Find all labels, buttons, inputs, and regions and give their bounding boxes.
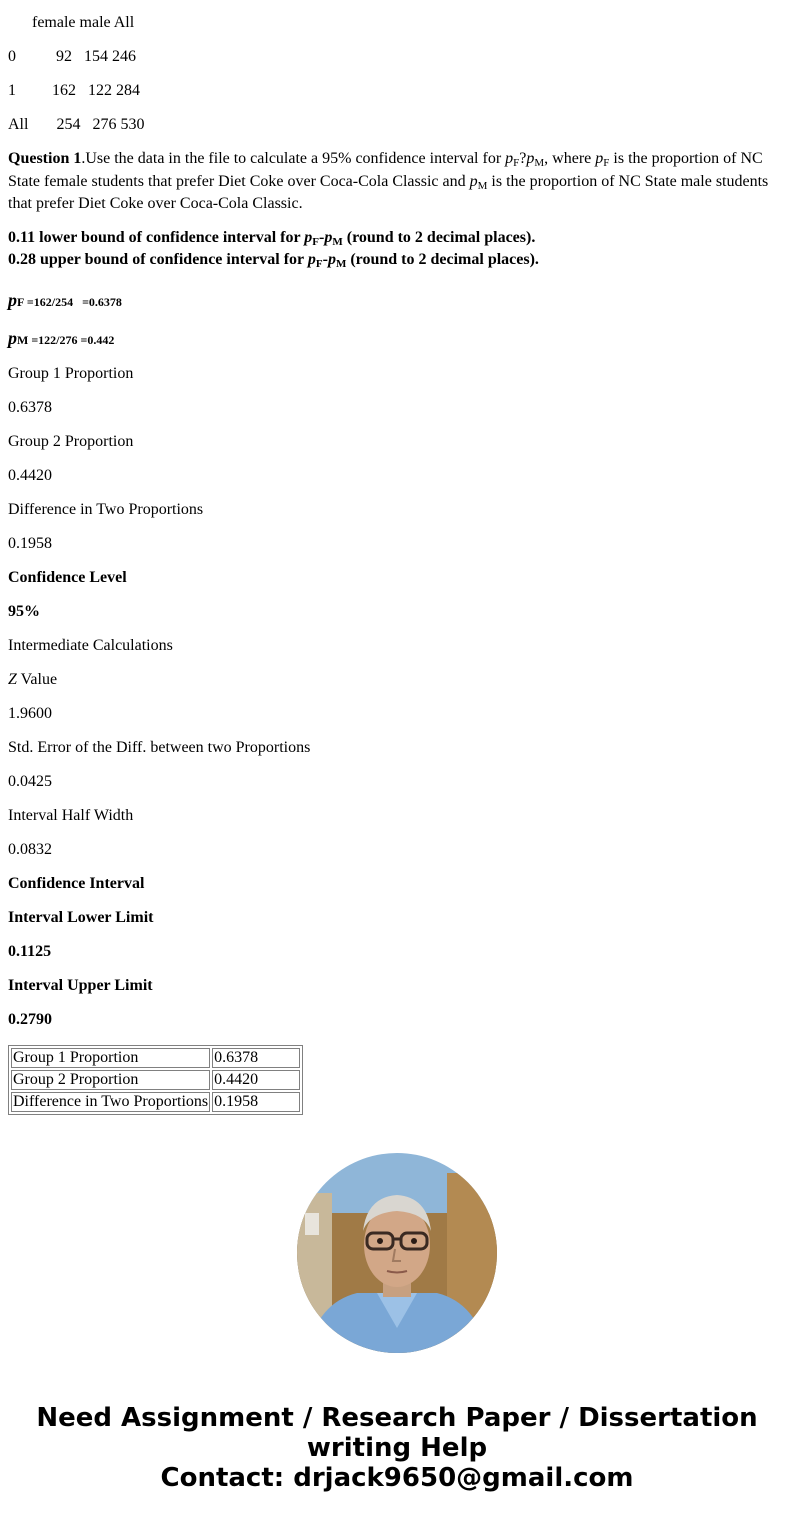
half-width-label: Interval Half Width [8, 807, 134, 824]
p-symbol: p [304, 229, 313, 246]
pm-calculation [8, 326, 114, 351]
sub-m: M [534, 157, 545, 169]
p-symbol: p [526, 150, 535, 167]
banner-line: Need Assignment / Research Paper / Dissertation [36, 1403, 758, 1433]
z-value: 1.9600 [8, 705, 52, 722]
sub-m: M [335, 258, 347, 270]
sub-f: F [17, 295, 24, 309]
group1-value: 0.6378 [8, 399, 52, 416]
p-symbol: p [469, 172, 478, 190]
diff-value: 0.1958 [8, 535, 52, 552]
pf-calculation [8, 288, 122, 313]
confidence-level-value: 95% [8, 603, 40, 620]
diff-label: Difference in Two Proportions [8, 501, 204, 518]
question-text: , where [544, 150, 596, 167]
p-symbol: p [324, 229, 333, 246]
confidence-interval-label: Confidence Interval [8, 875, 145, 892]
p-symbol: p [8, 328, 17, 348]
question-paragraph [8, 148, 778, 216]
contact-banner [0, 1403, 794, 1493]
group2-value: 0.4420 [8, 467, 52, 484]
crosstab-row: 1 162 122 284 [8, 82, 140, 99]
dash: - [319, 229, 325, 246]
pf-expression: =162/254 =0.6378 [23, 295, 122, 309]
question-text: .Use the data in the file to calculate a 95% confidence interval for [81, 150, 506, 167]
z-value-label [8, 669, 57, 691]
pm-expression: =122/276 =0.442 [28, 333, 115, 347]
sub-f: F [513, 157, 520, 169]
contact-email: Contact: drjack9650@gmail.com [160, 1463, 634, 1493]
author-avatar [297, 1153, 497, 1353]
intermediate-label: Intermediate Calculations [8, 637, 173, 654]
table-cell-label: Group 1 Proportion [11, 1048, 210, 1068]
proportions-table [8, 1045, 303, 1115]
answer-text: (round to 2 decimal places). [342, 229, 536, 246]
question-text: is the proportion of NC State male students that prefer Diet Coke over Coca-Cola Classic. [8, 172, 769, 212]
table-cell-value: 0.1958 [212, 1092, 300, 1112]
se-label: Std. Error of the Diff. between two Proportions [8, 739, 311, 756]
z-label-text: Value [16, 671, 58, 688]
p-symbol: p [327, 251, 336, 268]
confidence-level-label: Confidence Level [8, 569, 127, 586]
crosstab-row: All 254 276 530 [8, 116, 145, 133]
p-symbol: p [505, 150, 514, 167]
lower-limit-value: 0.1125 [8, 943, 52, 960]
p-symbol: p [8, 290, 17, 310]
se-value: 0.0425 [8, 773, 52, 790]
answer-text: lower bound of confidence interval for [35, 229, 305, 246]
sub-f: F [315, 258, 323, 270]
question-label: Question 1 [8, 150, 82, 167]
table-row [11, 1048, 300, 1068]
p-symbol: p [595, 150, 604, 167]
table-cell-value: 0.4420 [212, 1070, 300, 1090]
avatar-portrait-image [297, 1153, 497, 1353]
crosstab-header: female male All [8, 14, 135, 31]
question-mark: ? [519, 150, 527, 167]
answer-text: (round to 2 decimal places). [346, 251, 539, 268]
answers-block [8, 227, 778, 271]
table-row [11, 1092, 300, 1112]
group1-label: Group 1 Proportion [8, 365, 134, 382]
question-text: is the proportion of NC State female students that prefer Diet Coke over Coca-Cola Classic and [8, 150, 763, 190]
lower-bound-value: 0.11 [8, 229, 36, 246]
sub-f: F [603, 157, 610, 169]
lower-bound-answer [8, 227, 778, 249]
table-cell-label: Difference in Two Proportions [13, 1093, 209, 1110]
half-width-value: 0.0832 [8, 841, 52, 858]
answer-text: upper bound of confidence interval for [36, 251, 308, 268]
group2-label: Group 2 Proportion [8, 433, 134, 450]
banner-line: writing Help [306, 1433, 488, 1463]
lower-limit-label: Interval Lower Limit [8, 909, 154, 926]
z-symbol: Z [8, 671, 17, 688]
sub-m: M [17, 333, 29, 347]
upper-limit-value: 0.2790 [8, 1011, 52, 1028]
crosstab-row: 0 92 154 246 [8, 48, 136, 65]
table-cell-label: Group 2 Proportion [11, 1070, 210, 1090]
upper-limit-label: Interval Upper Limit [8, 977, 153, 994]
upper-bound-value: 0.28 [8, 251, 36, 268]
p-symbol: p [307, 251, 316, 268]
sub-m: M [477, 179, 488, 192]
sub-f: F [312, 236, 320, 248]
dash: - [322, 251, 328, 268]
sub-m: M [332, 236, 343, 248]
table-cell-value: 0.6378 [212, 1048, 300, 1068]
upper-bound-answer [8, 249, 778, 271]
table-row [11, 1070, 300, 1090]
